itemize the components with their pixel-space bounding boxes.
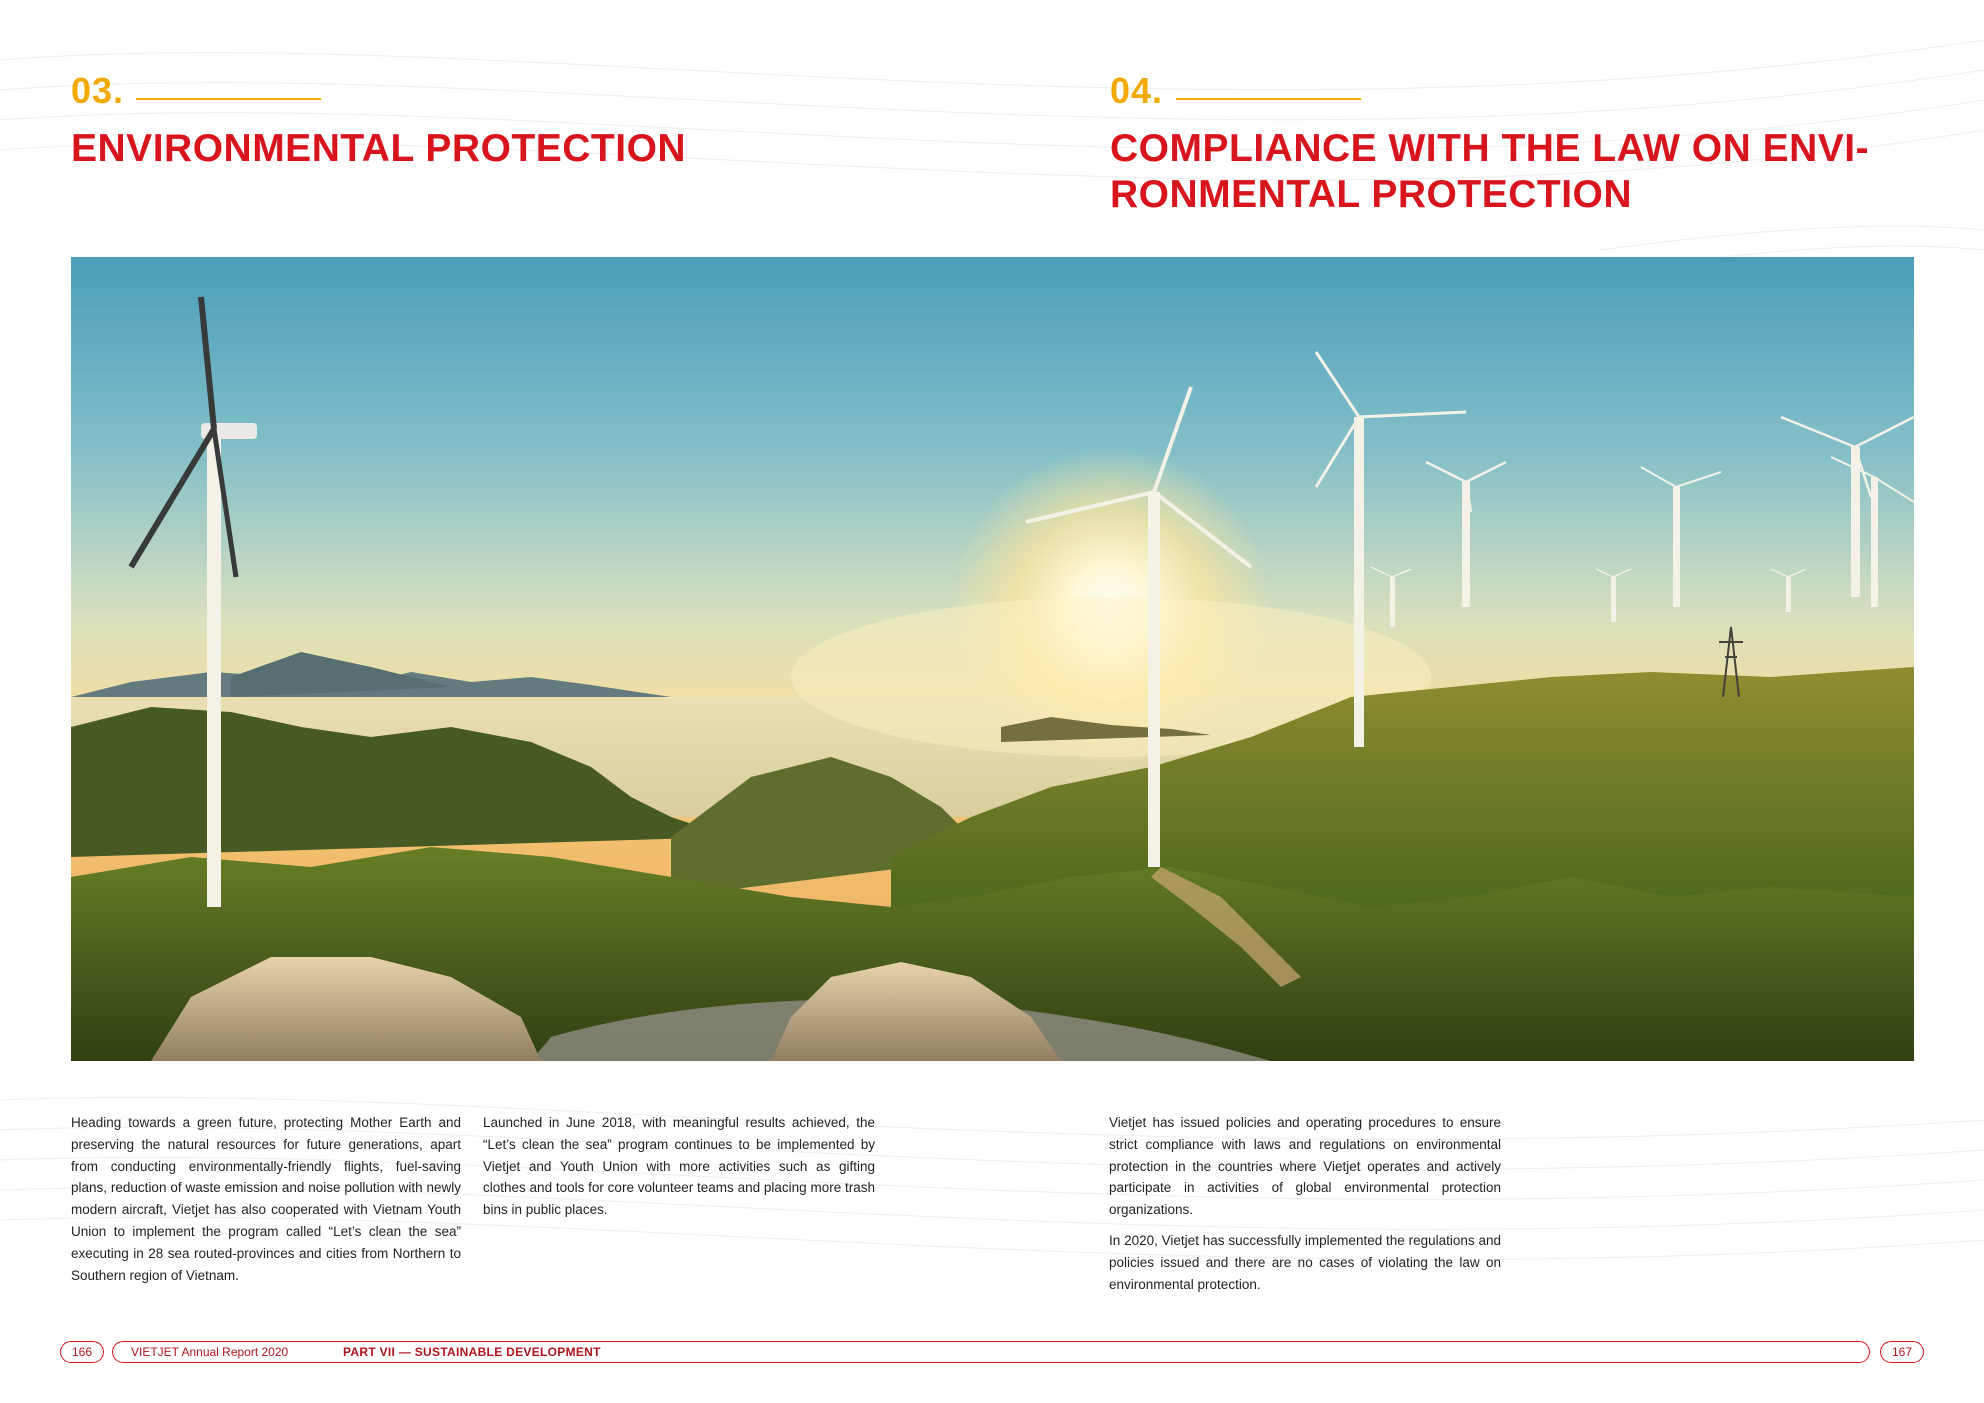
paragraph: Launched in June 2018, with meaningful results achieved, the “Let’s clean the sea” program continues to be implemented by Vietjet and Youth Union with more activities such as gifting clothes and tools for core volunteer teams and placing more trash bins in public places. [483,1115,875,1218]
section-number-rule [136,98,321,100]
page-number-left: 166 [60,1341,104,1363]
section-title-compliance [1110,126,1869,218]
section-title-line-1: COMPLIANCE WITH THE LAW ON ENVI- [1110,127,1870,170]
footer-bar [112,1341,1870,1363]
paragraph: Heading towards a green future, protecting Mother Earth and preserving the natural resources for future generations, apart from conducting environmentally-friendly flights, fuel-saving plans, reduction of waste emission and noise pollution with newly modern aircraft, Vietjet has also cooperated with Vietnam Youth Union to implement the program called “Let’s clean the sea” executing in 28 sea routed-provinces and cities from Northern to Southern region of Vietnam. [71,1115,461,1283]
section-number-rule [1176,98,1361,100]
section-title-line-2: RONMENTAL PROTECTION [1110,173,1633,216]
landscape-illustration [71,257,1914,1061]
section-title-environmental-protection: ENVIRONMENTAL PROTECTION [71,127,687,170]
text-column-3 [1109,1112,1501,1304]
footer-report-title: VIETJET Annual Report 2020 [131,1345,289,1359]
footer-part-title: PART VII — SUSTAINABLE DEVELOPMENT [343,1345,601,1359]
paragraph: Vietjet has issued policies and operating procedures to ensure strict compliance with laws and regulations on environmental protection in the countries where Vietjet operates and actively participate in activities of global environmental protection organizations. [1109,1115,1501,1218]
section-number-04: 04. [1110,70,1164,111]
paragraph: In 2020, Vietjet has successfully implemented the regulations and policies issued and there are no cases of violating the law on environmental protection. [1109,1232,1501,1292]
section-number-03: 03. [71,70,125,111]
page-number-right: 167 [1880,1341,1924,1363]
text-column-2 [483,1112,875,1230]
text-column-1 [71,1112,461,1295]
wind-turbines-landscape-photo [71,257,1914,1061]
